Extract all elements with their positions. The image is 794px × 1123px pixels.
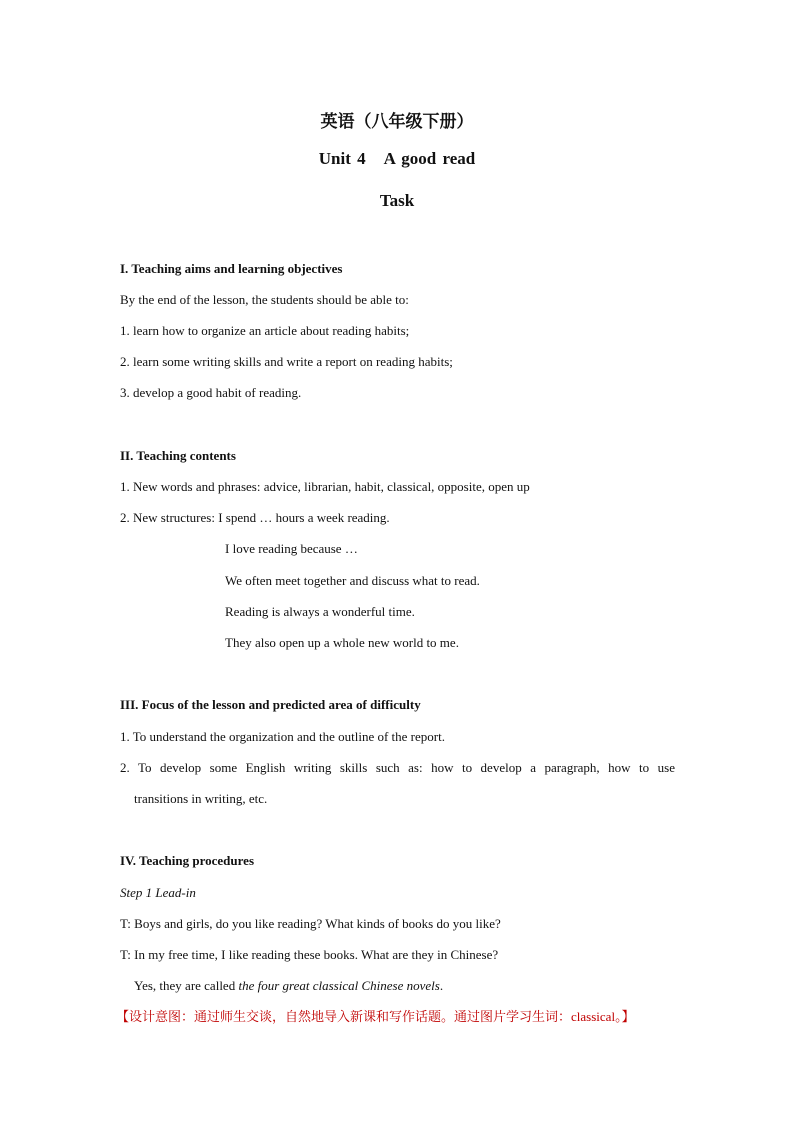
focus-item: 1. To understand the organization and the outline of the report. — [120, 729, 445, 744]
unit-name: A good read — [383, 149, 476, 168]
note-word: classical — [571, 1009, 616, 1024]
step-heading: Step 1 Lead-in — [120, 885, 196, 900]
section3-heading: III. Focus of the lesson and predicted area of difficulty — [120, 697, 421, 712]
structure-line: I love reading because … — [225, 541, 358, 556]
structure-line: Reading is always a wonderful time. — [225, 604, 415, 619]
section1-intro: By the end of the lesson, the students should be able to: — [120, 292, 409, 307]
dialogue-line: T: Boys and girls, do you like reading? What kinds of books do you like? — [120, 916, 501, 931]
section4-heading: IV. Teaching procedures — [120, 853, 255, 868]
page-title-cn: 英语（八年级下册） — [320, 112, 474, 132]
answer-prefix: Yes, they are called — [134, 978, 239, 993]
note-prefix: 【设计意图：通过师生交谈，自然地导入新课和写作话题。通过图片学习生词： — [116, 1010, 572, 1025]
section1-heading: I. Teaching aims and learning objectives — [120, 261, 343, 276]
unit-title — [0, 149, 794, 169]
content-item-words: 1. New words and phrases: advice, librarian, habit, classical, opposite, open up — [120, 479, 530, 494]
design-intent-note — [116, 1009, 635, 1026]
aim-item: 3. develop a good habit of reading. — [120, 385, 302, 400]
focus-item: 2. To develop some English writing skills such as: how to develop a paragraph, how to use — [120, 760, 675, 775]
unit-label: Unit 4 — [318, 149, 366, 168]
section-title: Task — [379, 191, 415, 210]
section2-heading: II. Teaching contents — [120, 448, 236, 463]
structure-line: They also open up a whole new world to me. — [225, 635, 459, 650]
answer-suffix: . — [439, 978, 444, 993]
dialogue-answer — [134, 978, 443, 994]
note-suffix: 。】 — [615, 1010, 635, 1025]
structure-line: We often meet together and discuss what to read. — [225, 573, 480, 588]
answer-italic: the four great classical Chinese novels — [238, 978, 440, 993]
aim-item: 1. learn how to organize an article about reading habits; — [120, 323, 410, 338]
focus-item-continuation: transitions in writing, etc. — [134, 791, 268, 806]
aim-item: 2. learn some writing skills and write a report on reading habits; — [120, 354, 453, 369]
content-item-structures: 2. New structures: I spend … hours a week reading. — [120, 510, 390, 525]
dialogue-line: T: In my free time, I like reading these books. What are they in Chinese? — [120, 947, 499, 962]
